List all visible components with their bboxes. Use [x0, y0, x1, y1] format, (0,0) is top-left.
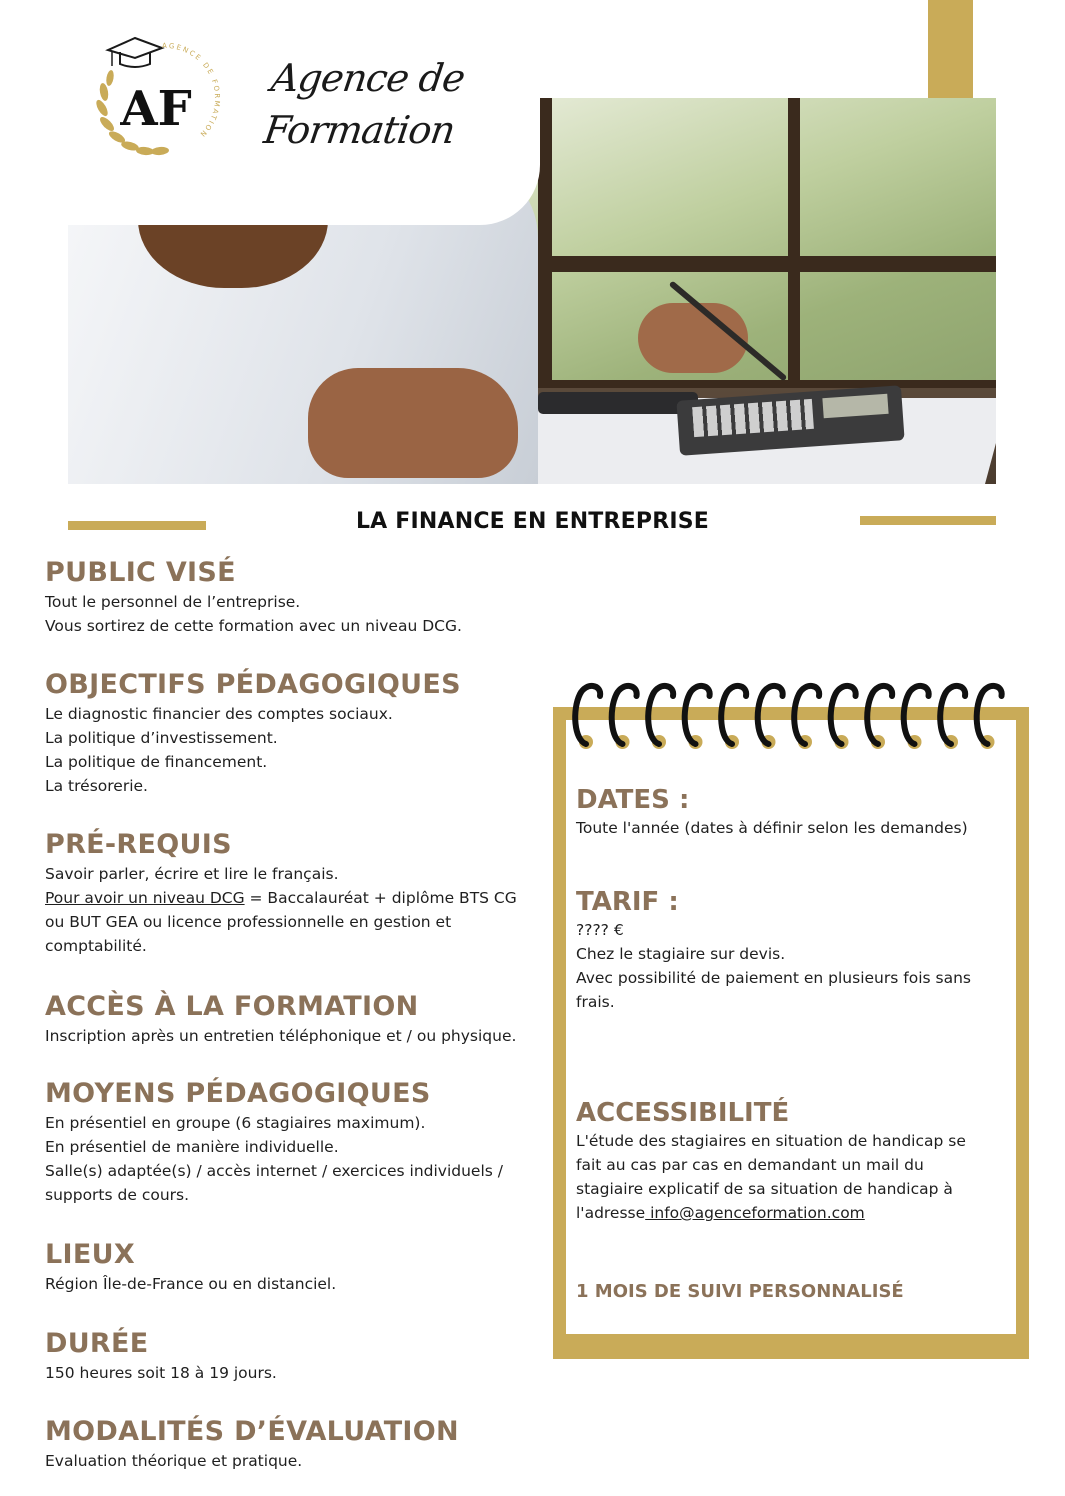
- sidebar-tarif: TARIF : ???? € Chez le stagiaire sur devis. Avec possibilité de paiement en plusieurs fois sans frais.: [576, 887, 971, 1011]
- section-moyens: MOYENS PÉDAGOGIQUES En présentiel en groupe (6 stagiaires maximum). En présentiel de manière individuelle. Salle(s) adaptée(s) / accès internet / exercices individuels / supports de cours.: [45, 1078, 503, 1204]
- section-objectifs: OBJECTIFS PÉDAGOGIQUES Le diagnostic financier des comptes sociaux. La politique d’investissement. La politique de financement. La trésorerie.: [45, 669, 461, 795]
- logo-monogram: AF: [120, 81, 192, 137]
- section-acces: ACCÈS À LA FORMATION Inscription après un entretien téléphonique et / ou physique.: [45, 991, 517, 1045]
- section-lieux: LIEUX Région Île-de-France ou en distanciel.: [45, 1239, 337, 1293]
- spiral-binding-icon: [560, 680, 1010, 760]
- sidebar-accessibilite: ACCESSIBILITÉ L'étude des stagiaires en situation de handicap se fait au cas par cas en demandant un mail du stagiaire explicatif de sa situation de handicap à l'adresse info@agenceformation.com: [576, 1098, 966, 1222]
- agency-name: Agence de Formation: [261, 56, 468, 152]
- page-title: LA FINANCE EN ENTREPRISE: [355, 509, 710, 534]
- sidebar-dates: DATES : Toute l'année (dates à définir selon les demandes): [576, 785, 968, 837]
- section-modalites: MODALITÉS D’ÉVALUATION Evaluation théorique et pratique.: [45, 1416, 459, 1470]
- suivi-badge: 1 MOIS DE SUIVI PERSONNALISÉ: [576, 1281, 904, 1302]
- email-link[interactable]: info@agenceformation.com: [645, 1204, 865, 1222]
- agency-logo: [90, 30, 225, 165]
- section-duree: DURÉE 150 heures soit 18 à 19 jours.: [45, 1328, 277, 1382]
- svg-text:AGENCE DE FORMATION: AGENCE DE FORMATION: [161, 41, 222, 140]
- section-public-vise: PUBLIC VISÉ Tout le personnel de l’entreprise. Vous sortirez de cette formation avec un niveau DCG.: [45, 557, 462, 635]
- dcg-link[interactable]: Pour avoir un niveau DCG: [45, 889, 245, 907]
- section-prerequis: PRÉ-REQUIS Savoir parler, écrire et lire le français. Pour avoir un niveau DCG = Baccalauréat + diplôme BTS CG ou BUT GEA ou licence professionnelle en gestion et comptabilité.: [45, 829, 517, 955]
